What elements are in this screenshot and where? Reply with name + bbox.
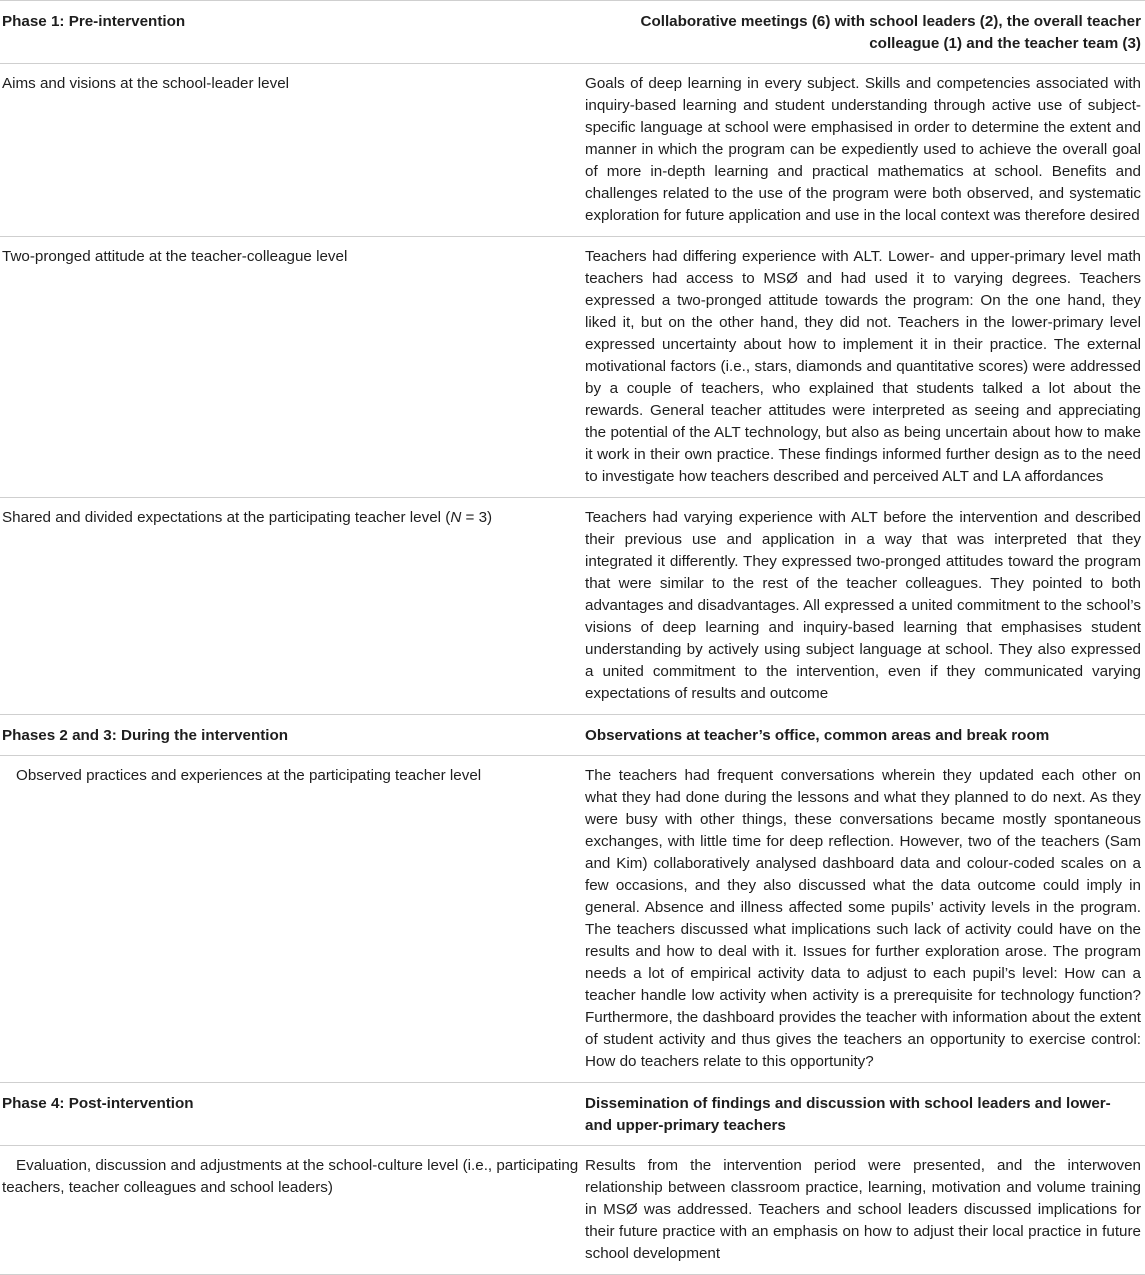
table-row xyxy=(0,237,1145,498)
phase-4-header-row xyxy=(0,1083,1145,1146)
phase-4-method: Dissemination of findings and discussion with school leaders and lower- and upper-primary teachers xyxy=(583,1083,1145,1146)
table-row xyxy=(0,756,1145,1083)
row-label: Aims and visions at the school-leader level xyxy=(0,64,583,237)
phase-1-title: Phase 1: Pre-intervention xyxy=(0,1,583,64)
phase-4-title: Phase 4: Post-intervention xyxy=(0,1083,583,1146)
row-description: Teachers had varying experience with ALT before the intervention and described their previous use and application in a way that was interpreted that they integrated it differently. They expressed two-pronged attitudes toward the program that were similar to the rest of the teacher colleagues. They pointed to both advantages and disadvantages. All expressed a united commitment to the school’s visions of deep learning and inquiry-based learning that emphasises student understanding by actively using subject language at school. They also expressed a united commitment to the intervention, even if they communicated varying expectations of results and outcome xyxy=(583,498,1145,715)
row-description: Results from the intervention period were presented, and the interwoven relationship between classroom practice, learning, motivation and volume training in MSØ was addressed. Teachers and school leaders discussed implications for their future practice with an emphasis on how to adjust their local practice in future school development xyxy=(583,1146,1145,1275)
phase-1-header-row xyxy=(0,1,1145,64)
phase-2-3-title: Phases 2 and 3: During the intervention xyxy=(0,715,583,756)
phase-2-3-method: Observations at teacher’s office, common areas and break room xyxy=(583,715,1145,756)
row-label: Shared and divided expectations at the participating teacher level (N = 3) xyxy=(0,498,583,715)
row-description: Teachers had differing experience with ALT. Lower- and upper-primary level math teachers had access to MSØ and had used it to varying degrees. Teachers expressed a two-pronged attitude towards the program: On the one hand, they liked it, but on the other hand, they did not. Teachers in the lower-primary level expressed uncertainty about how to implement it in their practice. The external motivational factors (i.e., stars, diamonds and quantitative scores) were addressed by a couple of teachers, who explained that students talked a lot about the rewards. General teacher attitudes were interpreted as seeing and appreciating the potential of the ALT technology, but also as being uncertain about how to make it work in their own practice. These findings informed further design as to the need to investigate how teachers described and perceived ALT and LA affordances xyxy=(583,237,1145,498)
row-label: Observed practices and experiences at the participating teacher level xyxy=(0,756,583,1083)
row-label: Two-pronged attitude at the teacher-colleague level xyxy=(0,237,583,498)
table-row xyxy=(0,64,1145,237)
row-label: Evaluation, discussion and adjustments at the school-culture level (i.e., participating teachers, teacher colleagues and school leaders) xyxy=(0,1146,583,1275)
table-row xyxy=(0,498,1145,715)
phase-1-method: Collaborative meetings (6) with school leaders (2), the overall teacher colleague (1) and the teacher team (3) xyxy=(583,1,1145,64)
phase-2-3-header-row xyxy=(0,715,1145,756)
row-description: Goals of deep learning in every subject. Skills and competencies associated with inquiry-based learning and student understanding through active use of subject-specific language at school were emphasised in order to determine the extent and manner in which the program can be expediently used to achieve the overall goal of more in-depth learning and practical mathematics at school. Benefits and challenges related to the use of the program were both observed, and systematic exploration for future application and use in the local context was therefore desired xyxy=(583,64,1145,237)
row-description: The teachers had frequent conversations wherein they updated each other on what they had done during the lessons and what they planned to do next. As they were busy with other things, these conversations became mostly spontaneous exchanges, with little time for deep reflection. However, two of the teachers (Sam and Kim) collaboratively analysed dashboard data and colour-coded scales on a few occasions, and they also discussed what the data outcome could imply in general. Absence and illness affected some pupils’ activity levels in the program. The teachers discussed what implications such lack of activity could have on the results and how to deal with it. Issues for further exploration arose. The program needs a lot of empirical activity data to adjust to each pupil’s level: How can a teacher handle low activity when activity is a prerequisite for technology function? Furthermore, the dashboard provides the teacher with information about the extent of student activity and thus gives the teachers an opportunity to exercise control: How do teachers relate to this opportunity? xyxy=(583,756,1145,1083)
table-row xyxy=(0,1146,1145,1275)
